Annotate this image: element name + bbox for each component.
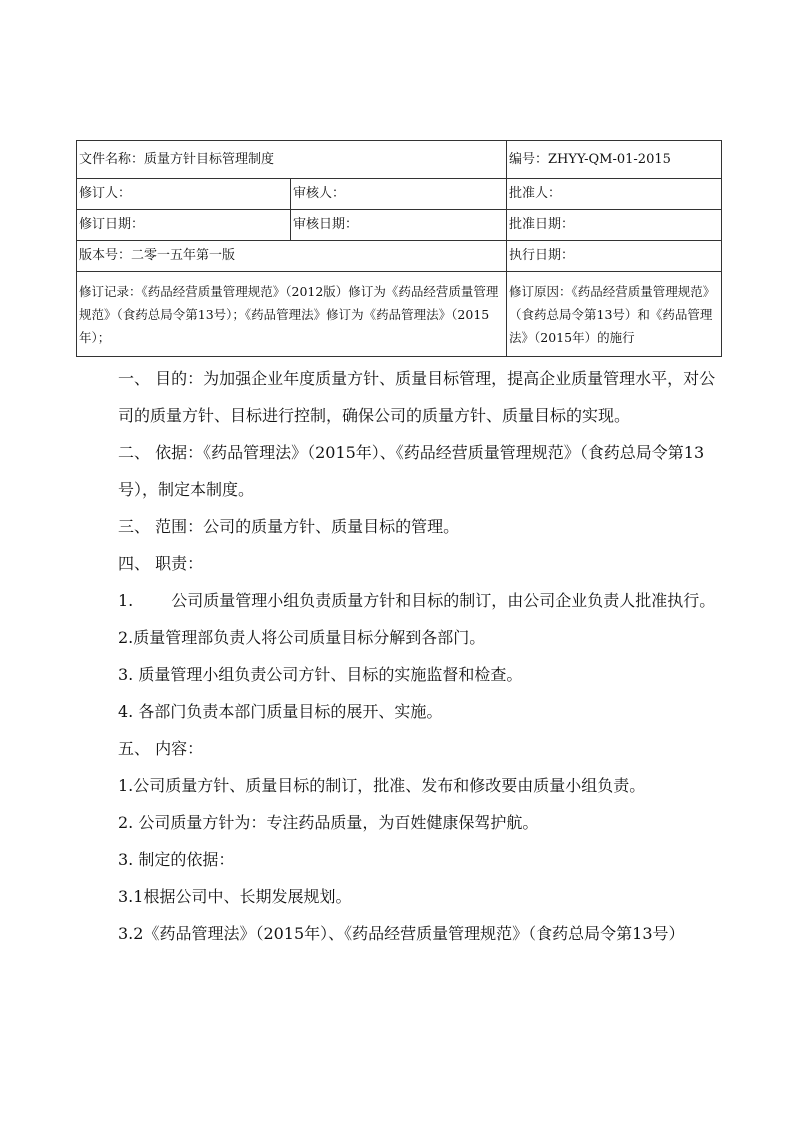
content-item-3: 3. 制定的依据： bbox=[118, 850, 235, 869]
effective-date-cell: 执行日期： bbox=[507, 241, 722, 272]
responsibility-item-1 bbox=[118, 582, 728, 619]
approve-date-cell: 批准日期： bbox=[507, 210, 722, 241]
reviewer-cell: 审核人： bbox=[291, 179, 507, 210]
reviser-cell: 修订人： bbox=[77, 179, 291, 210]
section-responsibilities: 四、 职责： bbox=[118, 554, 204, 573]
review-date-cell: 审核日期： bbox=[291, 210, 507, 241]
document-header-table bbox=[76, 140, 722, 357]
section-purpose: 一、 目的：为加强企业年度质量方针、质量目标管理，提高企业质量管理水平，对公司的质量方针、目标进行控制，确保公司的质量方针、质量目标的实现。 bbox=[118, 369, 716, 425]
revision-reason-cell: 修订原因：《药品经营质量管理规范》（食药总局令第13号）和《药品管理法》（2015年）的施行 bbox=[507, 272, 722, 357]
section-basis: 二、 依据：《药品管理法》（2015年）、《药品经营质量管理规范》（食药总局令第13号），制定本制度。 bbox=[118, 443, 705, 499]
section-scope: 三、 范围：公司的质量方针、质量目标的管理。 bbox=[118, 517, 460, 536]
content-item-3-1: 3.1根据公司中、长期发展规划。 bbox=[118, 887, 352, 906]
item-number: 1. bbox=[118, 591, 134, 610]
content-item-3-2: 3.2《药品管理法》（2015年）、《药品经营质量管理规范》（食药总局令第13号） bbox=[118, 924, 685, 943]
document-body bbox=[118, 360, 728, 952]
content-item-2: 2. 公司质量方针为：专注药品质量，为百姓健康保驾护航。 bbox=[118, 813, 539, 832]
version-cell: 版本号：二零一五年第一版 bbox=[77, 241, 507, 272]
responsibility-item-2: 2.质量管理部负责人将公司质量目标分解到各部门。 bbox=[118, 628, 486, 647]
section-content: 五、 内容： bbox=[118, 739, 204, 758]
approver-cell: 批准人： bbox=[507, 179, 722, 210]
responsibility-item-3: 3. 质量管理小组负责公司方针、目标的实施监督和检查。 bbox=[118, 665, 523, 684]
revision-record-cell: 修订记录：《药品经营质量管理规范》（2012版）修订为《药品经营质量管理规范》（食药总局令第13号）；《药品管理法》修订为《药品管理法》（2015年）； bbox=[77, 272, 507, 357]
file-name-cell: 文件名称：质量方针目标管理制度 bbox=[77, 141, 507, 179]
revise-date-cell: 修订日期： bbox=[77, 210, 291, 241]
content-item-1: 1.公司质量方针、质量目标的制订，批准、发布和修改要由质量小组负责。 bbox=[118, 776, 646, 795]
document-code-cell: 编号：ZHYY-QM-01-2015 bbox=[507, 141, 722, 179]
responsibility-item-4: 4. 各部门负责本部门质量目标的展开、实施。 bbox=[118, 702, 443, 721]
item-text: 公司质量管理小组负责质量方针和目标的制订，由公司企业负责人批准执行。 bbox=[171, 591, 716, 610]
